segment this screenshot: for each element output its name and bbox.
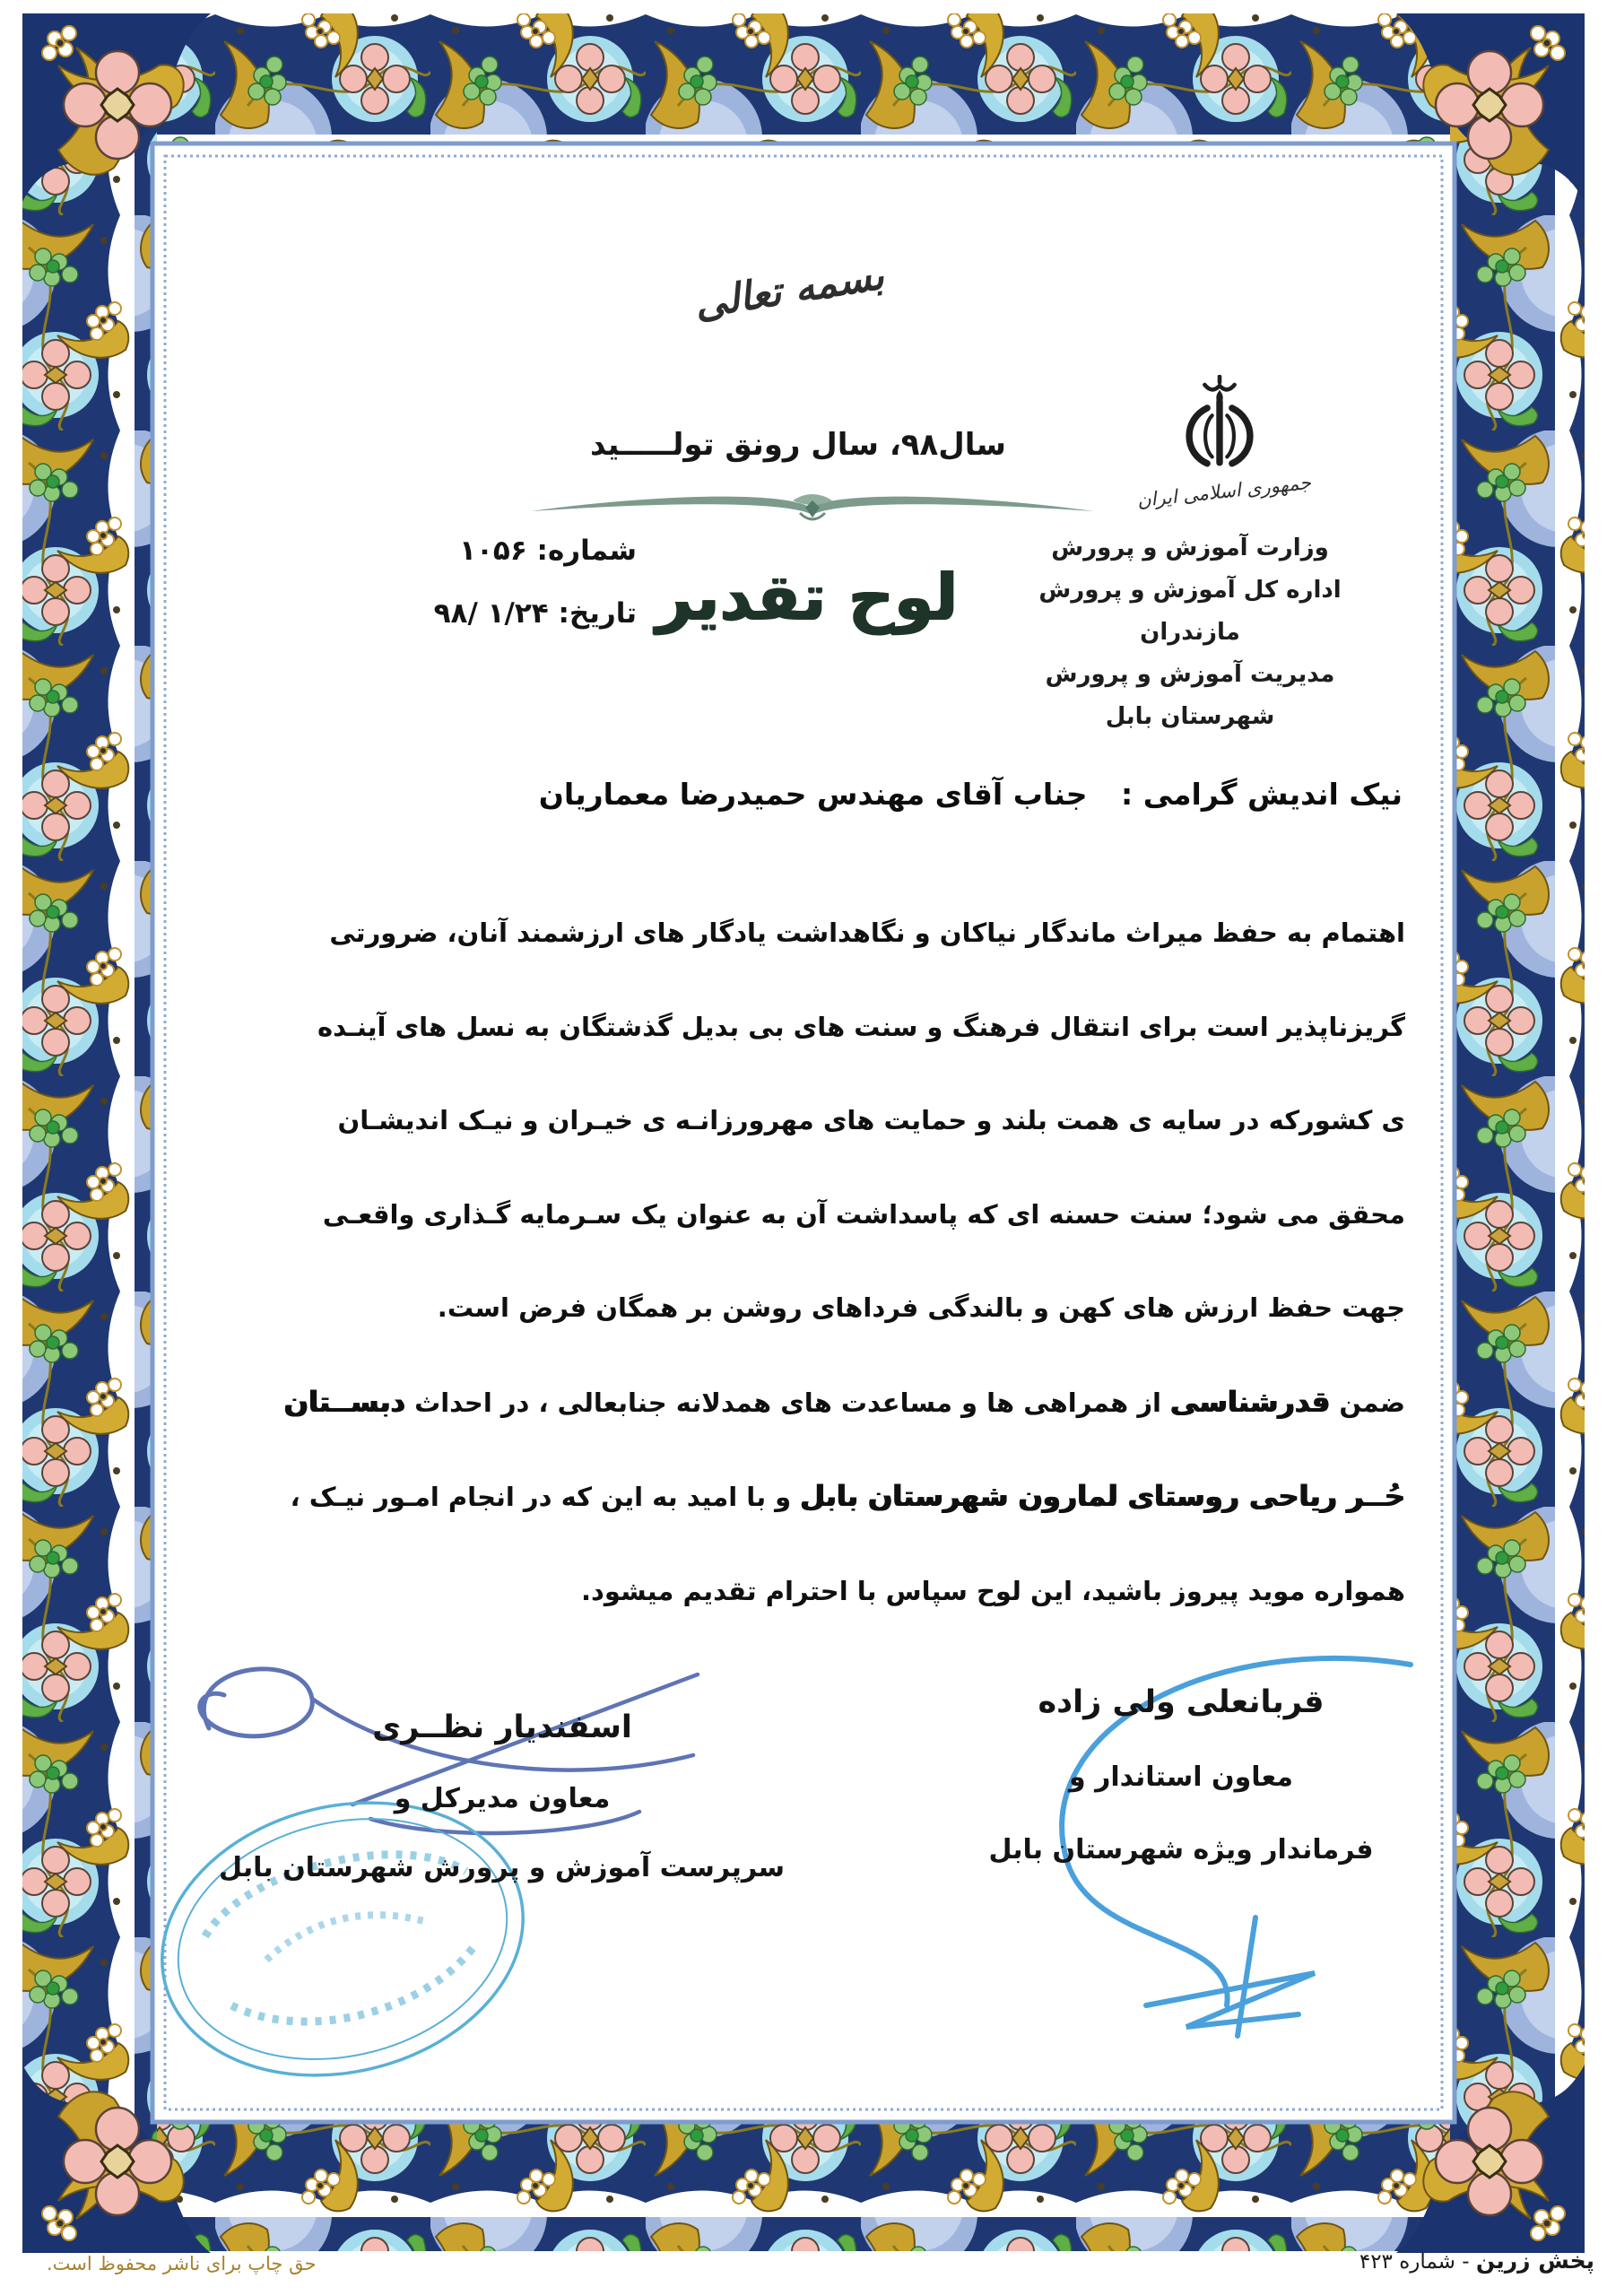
addressee-line: [539, 777, 1403, 812]
body-line-6-seg1: ضمن: [1330, 1387, 1405, 1418]
signer-left-name: اسفندیار نظــری: [372, 1709, 632, 1745]
emblem-caption: جمهوری اسلامی ایران: [1135, 471, 1313, 512]
certificate-title: لوح تقدیر: [656, 560, 959, 634]
ministry-line-3: مدیریت آموزش و پرورش شهرستان بابل: [1045, 661, 1335, 730]
number-label: شماره:: [536, 535, 637, 567]
date-value: ۹۸/ ۱/۲۴: [433, 597, 549, 630]
body-line-5: جهت حفظ ارزش های کهن و بالندگی فرداهای روشن بر همگان فرض است.: [437, 1292, 1405, 1323]
ministry-block: [988, 527, 1392, 738]
body-line-4: محقق می شود؛ سنت حسنه ای که پاسداشت آن به عنوان یک سـرمایه گـذاری واقعـی: [322, 1198, 1405, 1230]
body-line-6-bold2: دبســتان: [283, 1384, 405, 1419]
body-line-6-seg2: از همراهی ها و مساعدت های همدلانه جنابعالی ، در احداث: [405, 1387, 1171, 1418]
publisher-note: [1359, 2248, 1594, 2274]
signer-right-name: قربانعلی ولی زاده: [1038, 1684, 1325, 1720]
copyright-note: حق چاپ برای ناشر محفوظ است.: [47, 2253, 317, 2274]
year-slogan: سال۹۸، سال رونق تولـــــید: [590, 427, 1006, 463]
addressee-salutation: نیک اندیش گرامی :: [1121, 777, 1403, 812]
iran-emblem-icon: [1166, 375, 1273, 483]
publisher-sep: - شماره: [1392, 2250, 1476, 2274]
body-line-3: ی کشورکه در سایه ی همت بلند و حمایت های مهرورزانـه ی خیـران و نیـک اندیشـان: [337, 1105, 1405, 1135]
bismillah-calligraphy: بسمه تعالی: [691, 252, 888, 328]
signer-right-role-2: فرماندار ویژه شهرستان بابل: [988, 1834, 1374, 1866]
signature-block-right: [939, 1684, 1423, 1907]
date-label: تاریخ:: [558, 597, 637, 630]
body-text: [247, 886, 1405, 1638]
signer-left-role-1: معاون مدیرکل و: [394, 1783, 611, 1814]
publisher-serial: ۴۲۳: [1359, 2250, 1393, 2274]
body-line-6-bold1: قدرشناسی: [1170, 1384, 1331, 1419]
publisher-brand: پخش زرین: [1475, 2248, 1594, 2274]
ministry-line-1: وزارت آموزش و پرورش: [1051, 535, 1329, 561]
signer-right-role-1: معاون استاندار و: [1068, 1761, 1293, 1793]
body-line-7-seg: و با امید به این که در انجام امـور نیـک ،: [290, 1482, 801, 1512]
signature-block-left: [220, 1709, 785, 1921]
body-line-7: [247, 1449, 1405, 1544]
body-line-1: اهتمام به حفظ میراث ماندگار نیاکان و نگاهداشت یادگار های ارزشمند آنان، ضرورتی: [329, 918, 1405, 948]
body-line-2: گریزناپذیر است برای انتقال فرهنگ و سنت های بی بدیل گذشتگان به نسل های آینـده: [317, 1011, 1405, 1042]
ministry-line-2: اداره کل آموزش و پرورش مازندران: [1038, 577, 1342, 646]
number-value: ۱۰۵۶: [459, 535, 527, 567]
addressee-name: جناب آقای مهندس حمیدرضا معماریان: [538, 777, 1088, 812]
signer-left-role-2: سرپرست آموزش و پرورش شهرستان بابل: [219, 1852, 785, 1883]
body-line-6: [247, 1355, 1405, 1450]
body-line-8: همواره موید پیروز باشید، این لوح سپاس با احترام تقدیم میشود.: [581, 1575, 1405, 1606]
leaf-flourish-divider-icon: [526, 486, 1099, 527]
body-line-7-bold: حُــر ریاحی روستای لمارون شهرستان بابل: [800, 1479, 1405, 1513]
